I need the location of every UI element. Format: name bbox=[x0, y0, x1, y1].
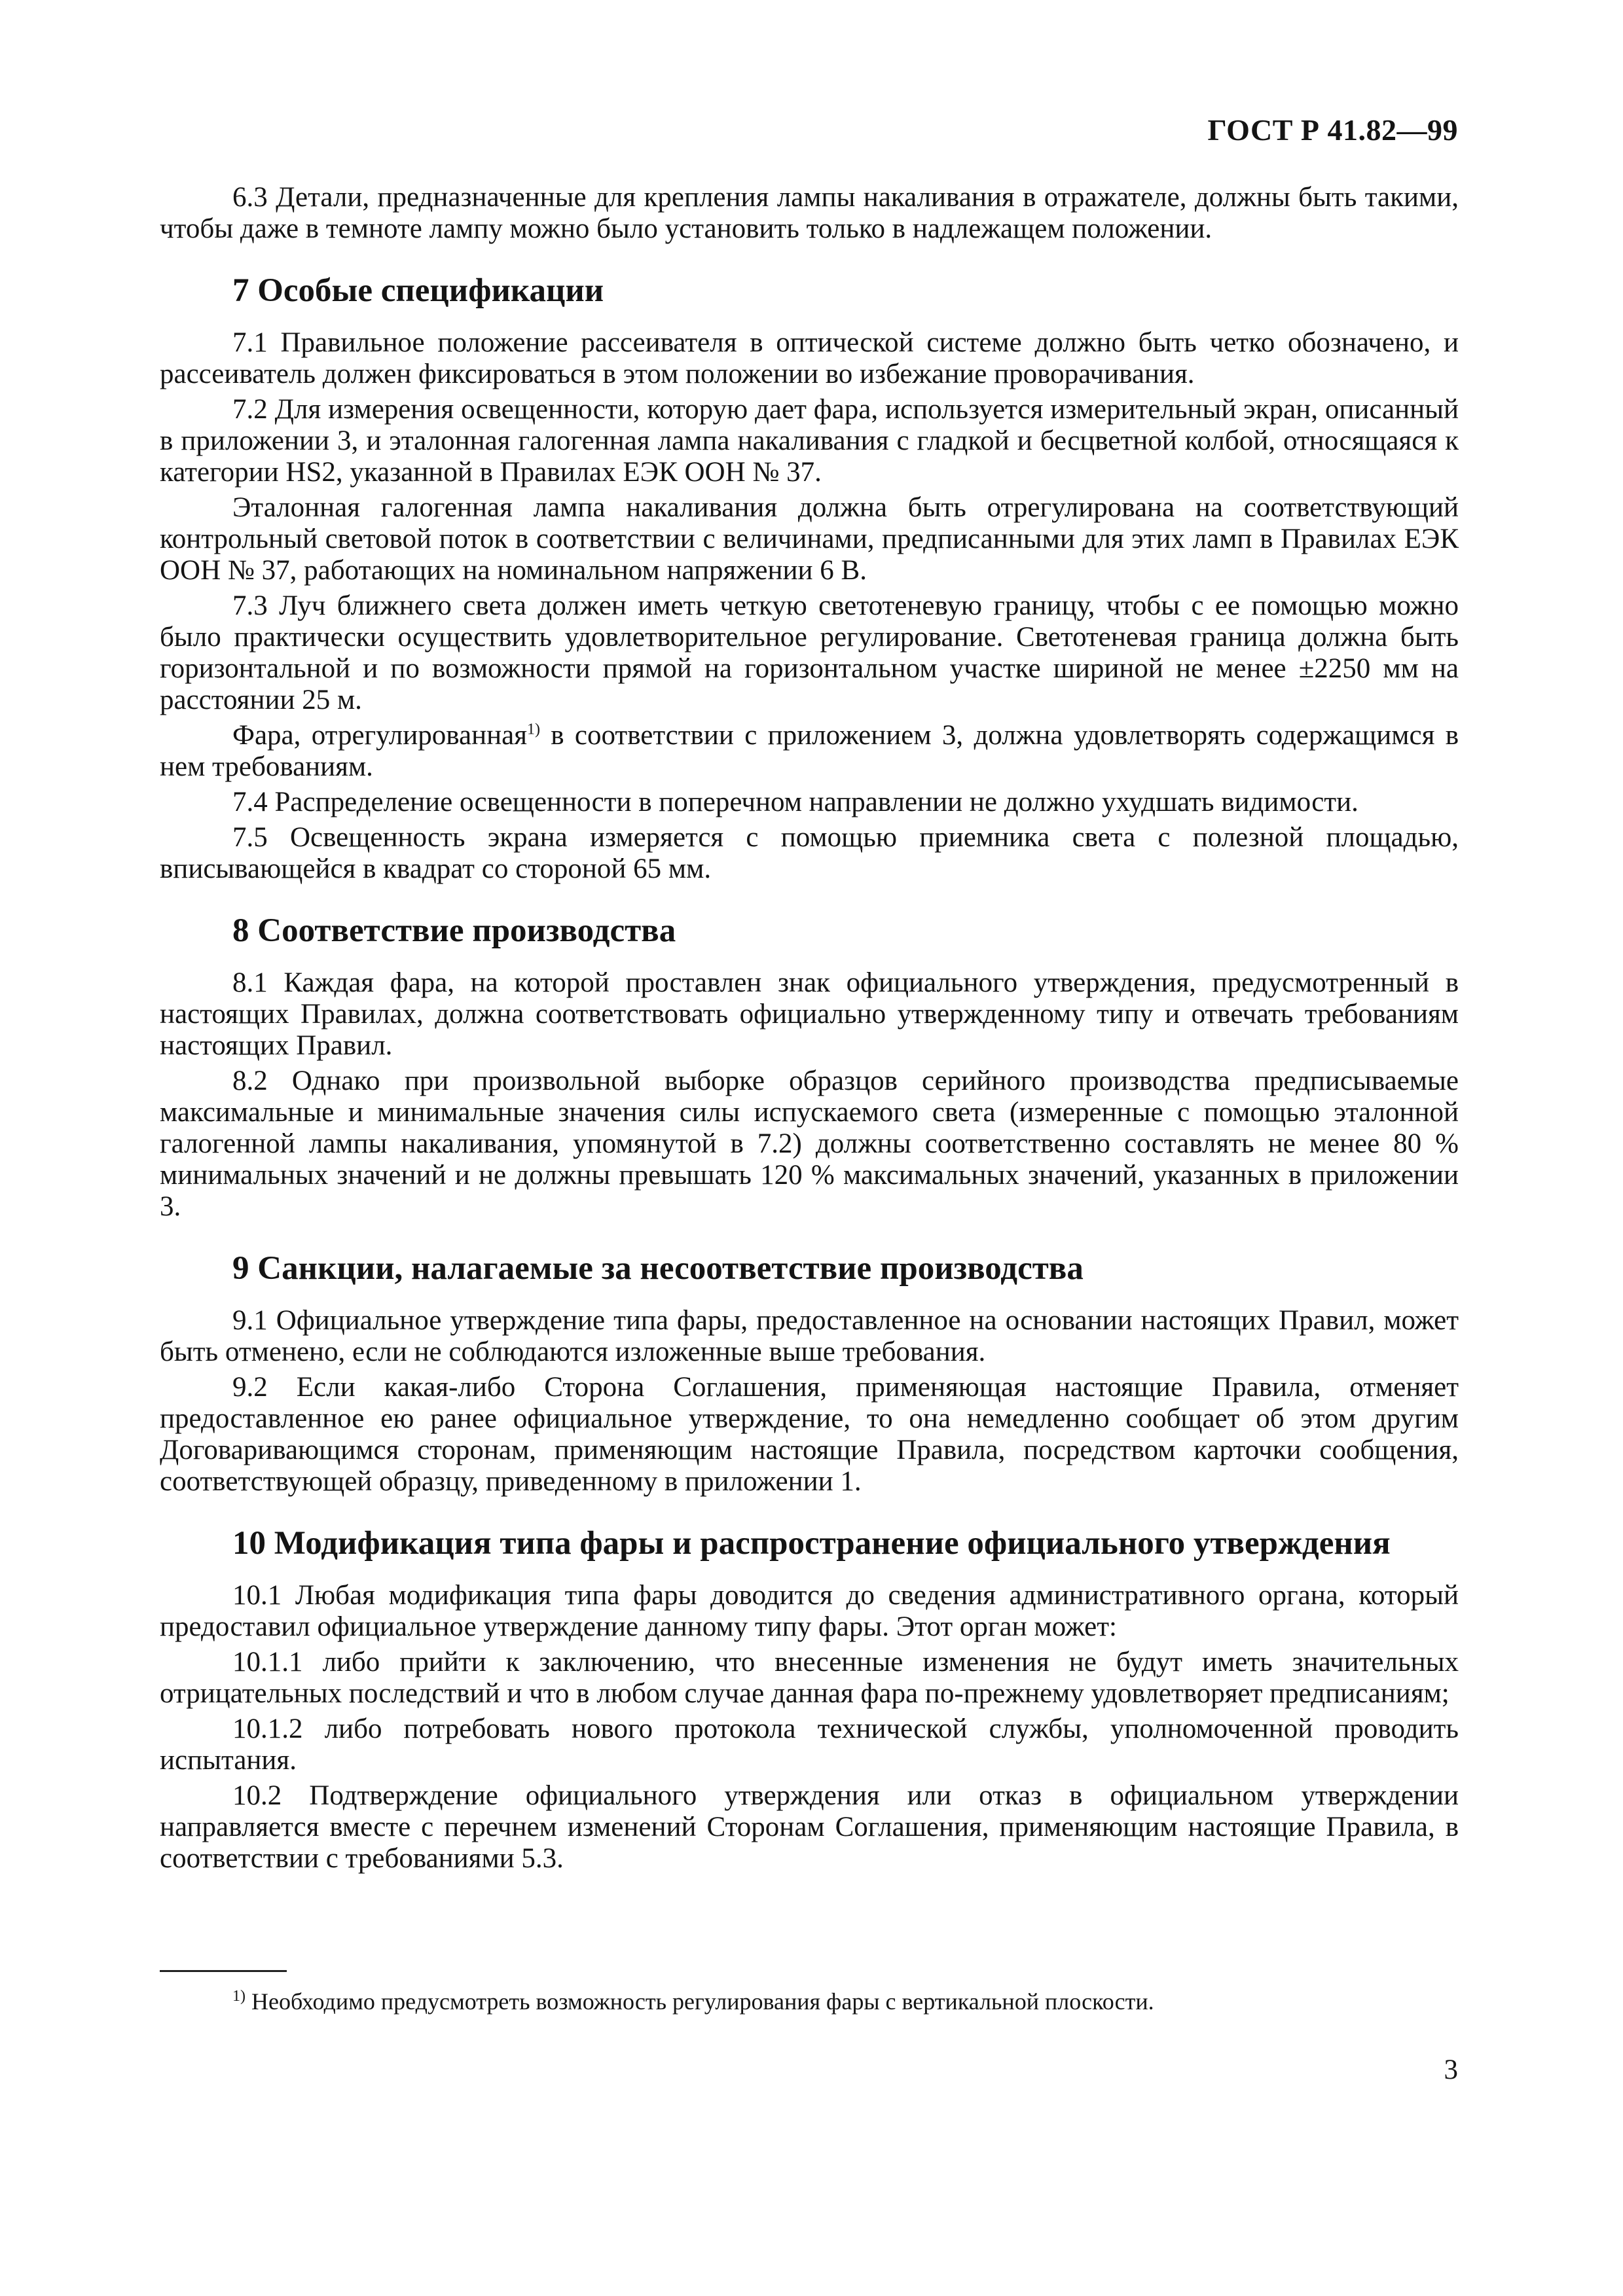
clause-7-3: 7.3 Луч ближнего света должен иметь четкую светотеневую границу, чтобы с ее помощью можно было практически осуществить удовлетворительное регулирование. Светотеневая граница должна быть горизонтальной и по возможности прямой на горизонтальном участке шириной не менее ±2250 мм на расстоянии 25 м. bbox=[160, 590, 1459, 715]
footnote-reference: 1) bbox=[526, 721, 540, 738]
footnote bbox=[232, 1987, 1154, 2016]
section-7-heading: 7 Особые спецификации bbox=[232, 272, 604, 309]
clause-8-2: 8.2 Однако при произвольной выборке образцов серийного производства предписываемые максимальные и минимальные значения силы испускаемого света (измеренные с помощью эталонной галогенной лампы накаливания, упомянутой в 7.2) должны соответственно составлять не менее 80 % минимальных значений и не должны превышать 120 % максимальных значений, указанных в приложении 3. bbox=[160, 1066, 1459, 1222]
footnote-divider bbox=[160, 1970, 287, 1972]
clause-7-5: 7.5 Освещенность экрана измеряется с помощью приемника света с полезной площадью, вписывающейся в квадрат со стороной 65 мм. bbox=[160, 822, 1459, 884]
document-body bbox=[160, 182, 1459, 1878]
page-number: 3 bbox=[1444, 2054, 1458, 2085]
section-10-heading: 10 Модификация типа фары и распространение официального утверждения bbox=[232, 1525, 1391, 1562]
clause-7-2-continued: Эталонная галогенная лампа накаливания должна быть отрегулирована на соответствующий контрольный световой поток в соответствии с величинами, предписанными для этих ламп в Правилах ЕЭК ООН № 37, работающих на номинальном напряжении 6 В. bbox=[160, 492, 1459, 586]
clause-7-1: 7.1 Правильное положение рассеивателя в оптической системе должно быть четко обозначено, и рассеиватель должен фиксироваться в этом положении во избежание проворачивания. bbox=[160, 327, 1459, 389]
clause-8-1: 8.1 Каждая фара, на которой проставлен знак официального утверждения, предусмотренный в настоящих Правилах, должна соответствовать официально утвержденному типу и отвечать требованиям настоящих Правил. bbox=[160, 967, 1459, 1061]
clause-7-4: 7.4 Распределение освещенности в поперечном направлении не должно ухудшать видимости. bbox=[232, 787, 1359, 817]
clause-6-3: 6.3 Детали, предназначенные для крепления лампы накаливания в отражателе, должны быть такими, чтобы даже в темноте лампу можно было установить только в надлежащем положении. bbox=[160, 182, 1459, 244]
section-8-heading: 8 Соответствие производства bbox=[232, 912, 676, 949]
footnote-text: Необходимо предусмотреть возможность регулирования фары с вертикальной плоскости. bbox=[246, 1988, 1154, 2015]
clause-9-1: 9.1 Официальное утверждение типа фары, предоставленное на основании настоящих Правил, может быть отменено, если не соблюдаются изложенные выше требования. bbox=[160, 1305, 1459, 1367]
clause-7-3-continued bbox=[160, 720, 1459, 783]
clause-10-2: 10.2 Подтверждение официального утверждения или отказ в официальном утверждении направляется вместе с перечнем изменений Сторонам Соглашения, применяющим настоящие Правила, в соответствии с требованиями 5.3. bbox=[160, 1780, 1459, 1874]
footnote-mark: 1) bbox=[232, 1988, 246, 2005]
clause-9-2: 9.2 Если какая-либо Сторона Соглашения, применяющая настоящие Правила, отменяет предоставленное ею ранее официальное утверждение, то она немедленно сообщает об этом другим Договаривающимся сторонам, применяющим настоящие Правила, посредством карточки сообщения, соответствующей образцу, приведенному в приложении 1. bbox=[160, 1372, 1459, 1497]
clause-10-1-2: 10.1.2 либо потребовать нового протокола технической службы, уполномоченной проводить испытания. bbox=[160, 1713, 1459, 1776]
section-9-heading: 9 Санкции, налагаемые за несоответствие производства bbox=[232, 1250, 1084, 1287]
clause-7-3-text-start: Фара, отрегулированная bbox=[232, 720, 527, 751]
clause-10-1-1: 10.1.1 либо прийти к заключению, что внесенные изменения не будут иметь значительных отрицательных последствий и что в любом случае данная фара по-прежнему удовлетворяет предписаниям; bbox=[160, 1647, 1459, 1709]
clause-7-2: 7.2 Для измерения освещенности, которую дает фара, используется измерительный экран, описанный в приложении 3, и эталонная галогенная лампа накаливания с гладкой и бесцветной колбой, относящаяся к категории HS2, указанной в Правилах ЕЭК ООН № 37. bbox=[160, 394, 1459, 488]
clause-10-1: 10.1 Любая модификация типа фары доводится до сведения административного органа, который предоставил официальное утверждение данному типу фары. Этот орган может: bbox=[160, 1580, 1459, 1642]
clause-7-3-text-end: в соответствии с приложением 3, должна удовлетворять содержащимся в нем требованиям. bbox=[160, 720, 1459, 782]
standard-designation: ГОСТ Р 41.82—99 bbox=[1207, 113, 1458, 147]
